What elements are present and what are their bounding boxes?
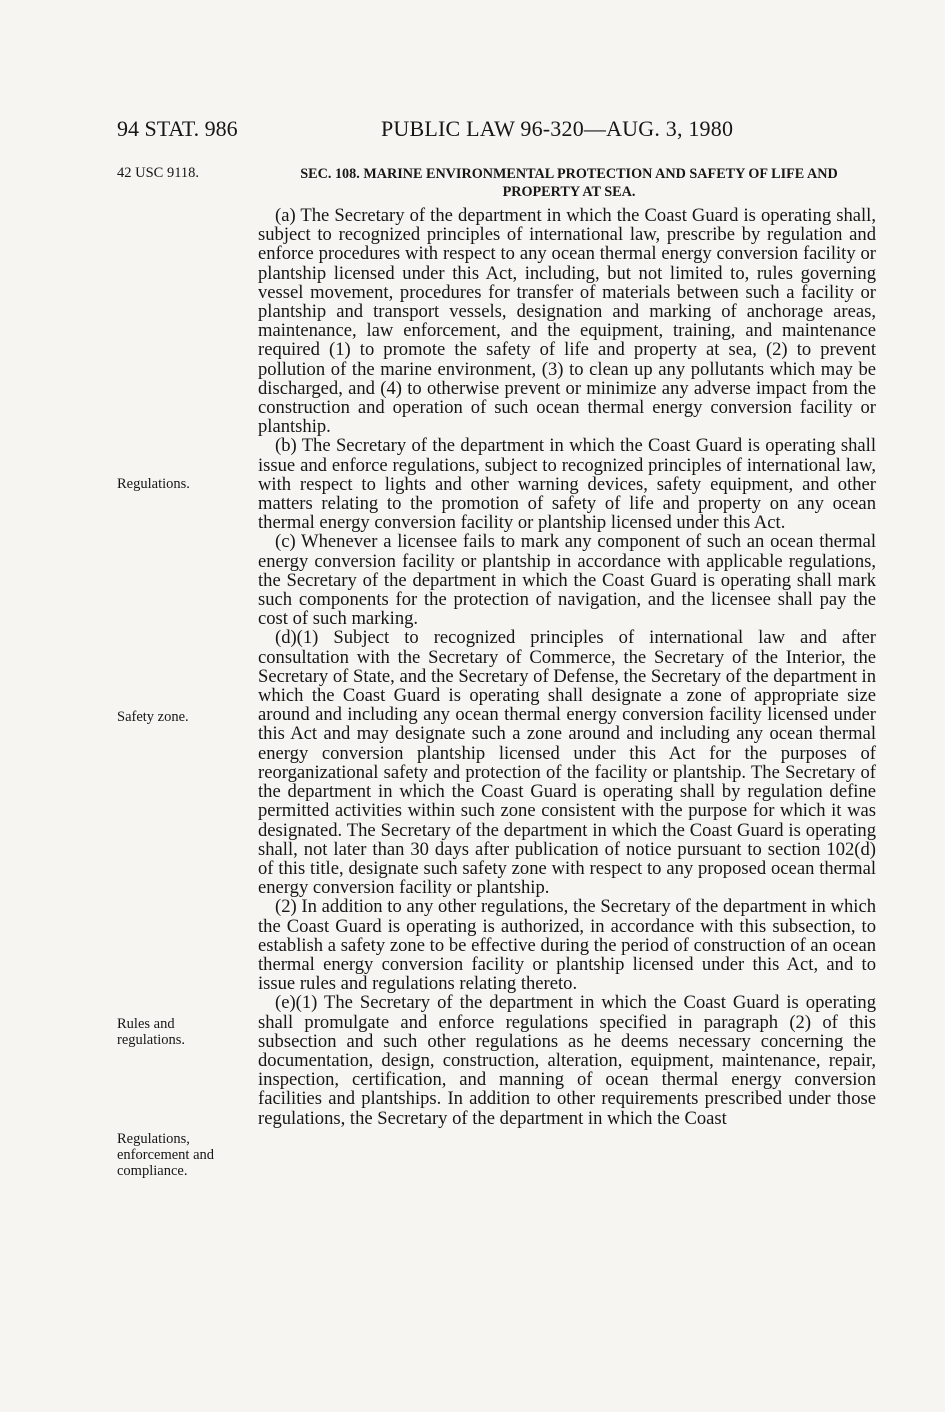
paragraph-d2: (2) In addition to any other regulations, the Secretary of the department in which the Coast Guard is operating is authorized, in accordance with this subsection, to establish a safety zone to be effective during the period of construction of an ocean thermal energy conversion facility or plantship licensed under this Act, and to issue rules and regulations relating thereto. (258, 896, 876, 995)
section-heading: SEC. 108. MARINE ENVIRONMENTAL PROTECTION AND SAFETY OF LIFE AND PROPERTY AT SEA. (300, 166, 838, 200)
paragraph-b: (b) The Secretary of the department in which the Coast Guard is operating shall issue and enforce regulations, subject to recognized principles of international law, with respect to lights and other warning devices, safety equipment, and other matters relating to the promotion of safety of life and property on any ocean thermal energy conversion facility or plantship licensed under this Act. (258, 435, 876, 534)
margin-note-safety-zone: Safety zone. (117, 709, 189, 725)
margin-note-regulations-enforcement: Regulations, enforcement and compliance. (117, 1131, 215, 1179)
public-law-reference: PUBLIC LAW 96-320—AUG. 3, 1980 (381, 116, 734, 141)
section-body (258, 165, 876, 1128)
paragraph-a: (a) The Secretary of the department in which the Coast Guard is operating shall, subject to recognized principles of international law, prescribe by regulation and enforce procedures with respect to any ocean thermal energy conversion facility or plantship licensed under this Act, including, but not limited to, rules governing vessel movement, procedures for transfer of materials between such a facility or plantship and transport vessels, designation and marking of anchorage areas, maintenance, law enforcement, and the equipment, training, and maintenance required (1) to promote the safety of life and property at sea, (2) to prevent pollution of the marine environment, (3) to clean up any pollutants which may be discharged, and (4) to otherwise prevent or minimize any adverse impact from the construction and operation of such ocean thermal energy conversion facility or plantship. (258, 205, 876, 438)
margin-note-regulations: Regulations. (117, 476, 190, 492)
margin-note-usc: 42 USC 9118. (117, 165, 200, 181)
margin-note-rules-and-regulations: Rules and regulations. (117, 1016, 186, 1048)
paragraph-d1: (d)(1) Subject to recognized principles of international law and after consultation with the Secretary of Commerce, the Secretary of the Interior, the Secretary of State, and the Secretary of Defense, the Secretary of the department in which the Coast Guard is operating shall designate a zone of appropriate size around and including any ocean thermal energy conversion facility licensed under this Act and may designate such a zone around and including any ocean thermal energy conversion plantship licensed under this Act for the purposes of reorganizational safety and protection of the facility or plantship. The Secretary of the department in which the Coast Guard is operating shall by regulation define permitted activities within such zone consistent with the purpose for which it was designated. The Secretary of the department in which the Coast Guard is operating shall, not later than 30 days after publication of notice pursuant to section 102(d) of this title, designate such safety zone with respect to any proposed ocean thermal energy conversion facility or plantship. (258, 627, 876, 899)
paragraph-e1: (e)(1) The Secretary of the department in which the Coast Guard is operating shall promulgate and enforce regulations specified in paragraph (2) of this subsection and such other regulations as he deems necessary concerning the documentation, design, construction, alteration, equipment, maintenance, repair, inspection, certification, and manning of ocean thermal energy conversion facilities and plantships. In addition to other requirements prescribed under those regulations, the Secretary of the department in which the Coast (258, 992, 876, 1129)
statute-page-reference: 94 STAT. 986 (117, 116, 238, 141)
page-header (117, 116, 757, 146)
paragraph-c: (c) Whenever a licensee fails to mark any component of such an ocean thermal energy conversion facility or plantship in accordance with applicable regulations, the Secretary of the department in which the Coast Guard is operating shall mark such components for the protection of navigation, and the licensee shall pay the cost of such marking. (258, 531, 876, 630)
